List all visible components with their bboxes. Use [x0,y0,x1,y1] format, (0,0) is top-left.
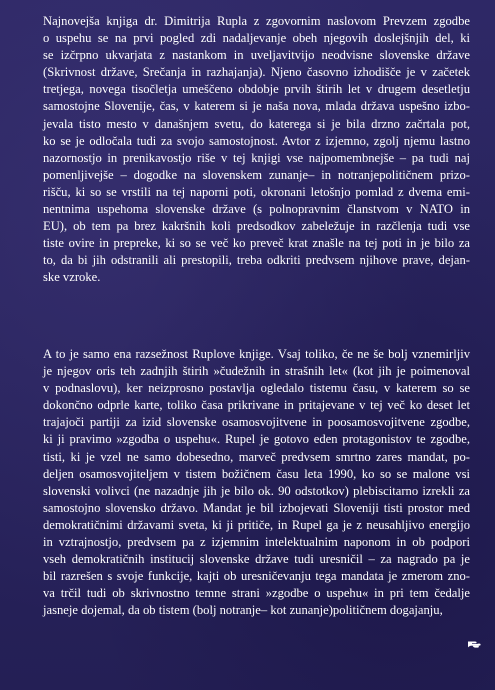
text-line: to, da bi jih odstranili ali prestopili, treba odkriti predvsem njihove prave, dejan- [43,253,470,268]
text-line: trajajoči partiji za izid slovenske osamosvojitvene in poosamosvojitvene zgodbe, [43,415,470,430]
text-line: demokratičnimi državami sveta, ki ji pritiče, in Rupel ga je z neusahljivo energijo [43,517,470,532]
text-line: A to je samo ena razsežnost Ruplove knjige. Vsaj toliko, če ne še bolj vznemirljiv [43,347,470,361]
text-line: vseh demokratičnih institucij slovenske države tudi uresničil – za nagrado pa je [43,552,470,567]
text-line: EU), ob tem pa brez kakršnih koli predsodkov zabeležuje in razčlenja tudi vse [43,219,470,234]
text-line: se izčrpno ukvarjata z nastankom in uveljavitvijo neodvisne slovenske države [43,48,470,63]
text-line: ki ji pravimo »zgodba o uspehu«. Rupel je gotovo eden protagonistov te zgodbe, [43,432,470,447]
text-line: samostojne Slovenije, čas, v katerem si je naša nova, mlada država uspešno izbo- [43,99,470,114]
text-line: pomenljivejše – dogodke na slovenskem zunanje– in notranjepolitičnem prizo- [43,167,470,182]
text-line: dokončno odprle karte, toliko časa prikrivane in pritajevane v tej več ko deset let [43,398,470,413]
text-line: (Skrivnost države, Srečanja in razhajanja). Njeno časovno izhodišče je v začetek [43,65,470,80]
text-line: tisti, ki je vzel ne samo dobesedno, marveč predvsem smrtno zares mandat, po- [43,449,470,464]
text-line: v podnaslovu), ker neizprosno postavlja ogledalo tistemu času, v katerem so se [43,381,470,396]
text-line: deljen osamosvojiteljem v tistem božičnem času leta 1990, ko so se malone vsi [43,466,470,481]
text-line: nazornostjo in prenikavostjo riše v tej knjigi vse najpomembnejše – pa tudi naj [43,150,470,165]
text-line: ko se je odločala tudi za svojo samostojnost. Avtor z izjemno, zgolj njemu lastno [43,133,470,148]
text-line: ske vzroke. [43,270,101,285]
text-line: bil razrešen s svoje funkcije, kajti ob uresničevanju tega mandata je zmerom zno- [43,569,470,584]
text-line: slovenski volivci (ne nazadnje jih je bilo ok. 90 odstotkov) plebiscitarno izrekli za [43,483,470,498]
paragraph-1 [43,13,470,287]
paragraph-2 [43,346,470,620]
text-line: Najnovejša knjiga dr. Dimitrija Rupla z zgovornim naslovom Prevzem zgodbe [43,14,470,28]
text-line: rišču, ki so se vrstili na tej naporni poti, okronani letošnjo pomlad z dvema emi- [43,184,470,199]
text-line: tiste ovire in prepreke, ki so se več ko preveč krat znašle na tej poti in je bilo za [43,236,470,251]
text-line: va trčil tudi ob skrivnostno temne strani »zgodbe o uspehu« in pri tem čedalje [43,586,470,601]
text-line: tretjega, novega tisočletja umeščeno obdobje prvih štirih let v drugem desetletju [43,82,470,97]
text-line: in vztrajnostjo, predvsem pa z izjemnim intelektualnim naponom in ob podpori [43,535,470,550]
pointing-hand-icon [467,636,481,648]
text-line: je njegov oris teh zadnjih štirih »čudežnih in strašnih let« (kot jih je poimenoval [43,364,470,379]
text-line: jevala tisto mesto v današnjem svetu, do katerega si je bila drzno začrtala pot, [43,116,470,131]
text-line: samostojno slovensko državo. Mandat je bil izbojevati Sloveniji tisti prostor med [43,500,470,515]
text-line: jasneje dojemal, da ob tistem (bolj notranje– kot zunanje)političnem dogajanju, [43,603,443,618]
text-line: o uspehu se na prvi pogled zdi nadaljevanje obeh njegovih doslejšnjih del, ki [43,31,470,46]
text-line: nentnima uspehoma slovenske države (s polnopravnim članstvom v NATO in [43,202,470,217]
